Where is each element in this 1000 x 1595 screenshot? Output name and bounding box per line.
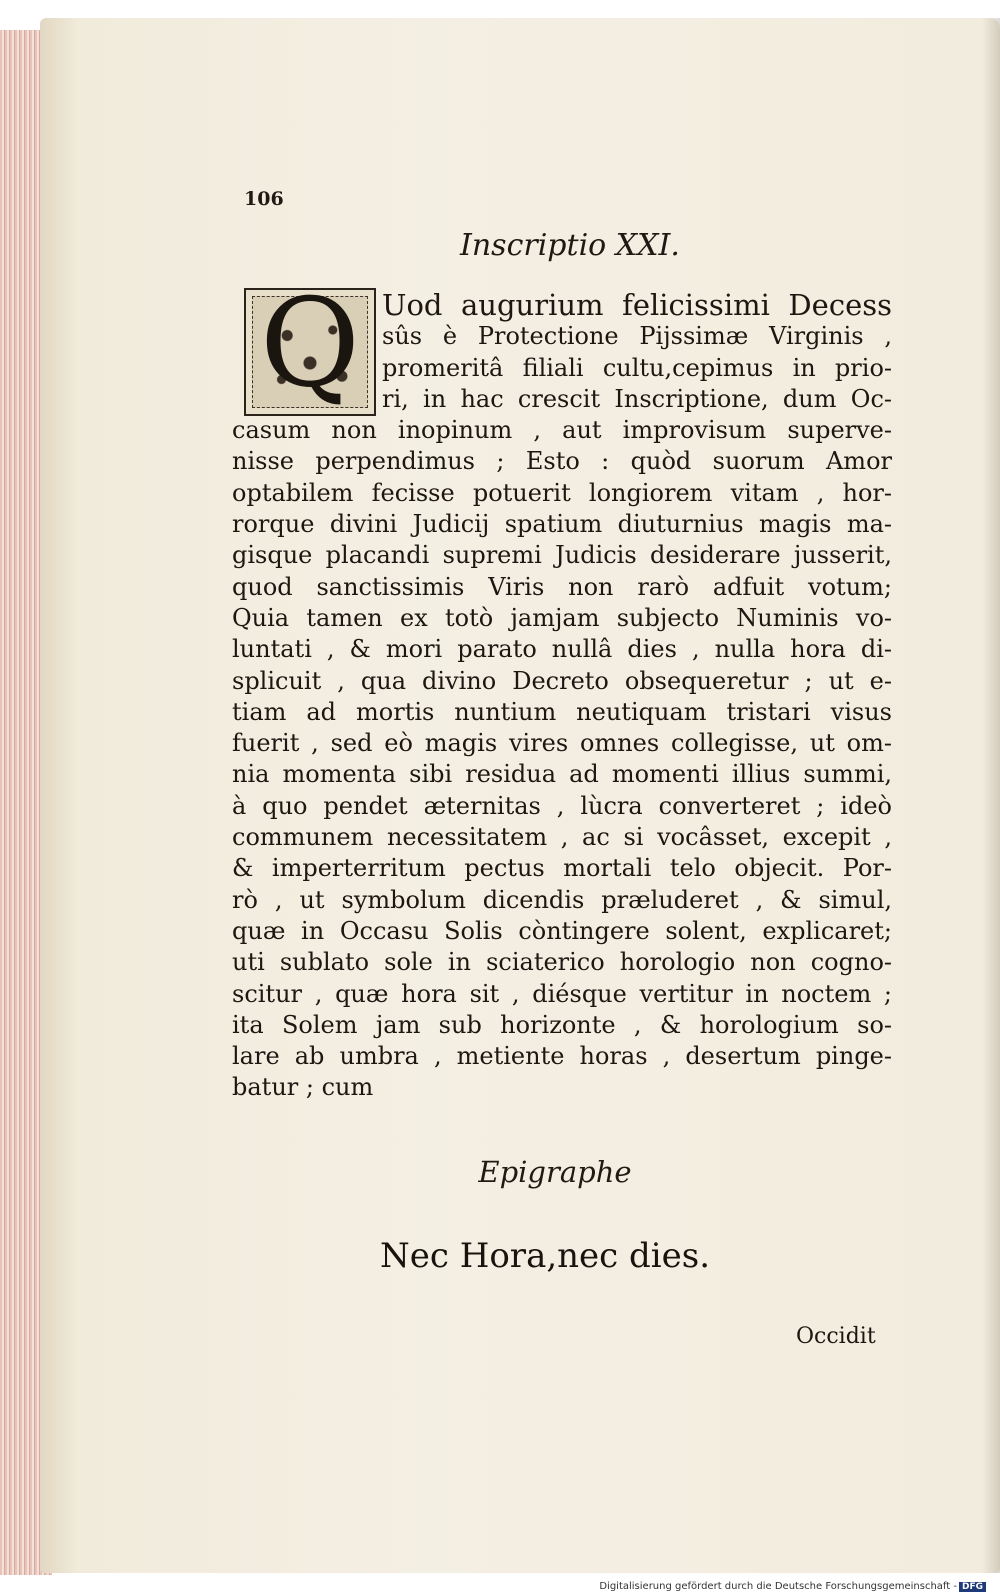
- text-line: fuerit , sed eò magis vires omnes collegisse, ut om-: [232, 729, 892, 758]
- text-line: communem necessitatem , ac si vocâsset, excepit ,: [232, 823, 892, 852]
- text-line: Quia tamen ex totò jamjam subjecto Numinis vo-: [232, 603, 892, 632]
- text-line: quæ in Occasu Solis còntingere solent, explicaret;: [232, 916, 892, 945]
- page-shadow: [982, 18, 1000, 1573]
- text-line: ri, in hac crescit Inscriptione, dum Oc-: [382, 384, 892, 413]
- text-line: tiam ad mortis nuntium neutiquam tristari visus: [232, 697, 892, 726]
- text-line: rò , ut symbolum dicendis præluderet , & simul,: [232, 885, 892, 914]
- body-text: [232, 290, 892, 1104]
- text-line: à quo pendet æternitas , lùcra converteret ; ideò: [232, 791, 892, 820]
- text-line: batur ; cum: [232, 1073, 374, 1102]
- text-line: Uod augurium felicissimi Decess: [382, 288, 892, 322]
- initial-letter: Q: [259, 272, 361, 414]
- text-line: luntati , & mori parato nullâ dies , nulla hora di-: [232, 635, 892, 664]
- text-line: sûs è Protectione Pijssimæ Virginis ,: [382, 322, 892, 351]
- text-line: quod sanctissimis Viris non rarò adfuit votum;: [232, 572, 892, 601]
- text-line: scitur , quæ hora sit , diésque vertitur in noctem ;: [232, 979, 892, 1008]
- digitization-footer: [599, 1581, 986, 1592]
- text-line: promeritâ filiali cultu,cepimus in prio-: [382, 353, 892, 382]
- catchword: Occidit: [796, 1324, 876, 1349]
- text-line: ita Solem jam sub horizonte , & horologium so-: [232, 1010, 892, 1039]
- text-line: optabilem fecisse potuerit longiorem vitam , hor-: [232, 478, 892, 507]
- text-line: casum non inopinum , aut improvisum superve-: [232, 416, 892, 445]
- text-line: gisque placandi supremi Judicis desiderare jusserit,: [232, 541, 892, 570]
- text-line: & imperterritum pectus mortali telo objecit. Por-: [232, 854, 892, 883]
- page-number: 106: [244, 188, 284, 210]
- text-line: splicuit , qua divino Decreto obsequeretur ; ut e-: [232, 666, 892, 695]
- text-line: lare ab umbra , metiente horas , desertum pinge-: [232, 1042, 892, 1071]
- text-line: nia momenta sibi residua ad momenti illius summi,: [232, 760, 892, 789]
- inscription-heading: Inscriptio XXI.: [460, 228, 680, 263]
- footer-text: Digitalisierung gefördert durch die Deutsche Forschungsgemeinschaft -: [599, 1581, 957, 1592]
- epigraphe-label: Epigraphe: [478, 1155, 632, 1189]
- text-line: nisse perpendimus ; Esto : quòd suorum Amor: [232, 447, 892, 476]
- dfg-logo: DFG: [959, 1582, 986, 1592]
- text-line: rorque divini Judicij spatium diuturnius magis ma-: [232, 510, 892, 539]
- motto: Nec Hora,nec dies.: [379, 1236, 711, 1276]
- text-line: uti sublato sole in sciaterico horologio non cogno-: [232, 948, 892, 977]
